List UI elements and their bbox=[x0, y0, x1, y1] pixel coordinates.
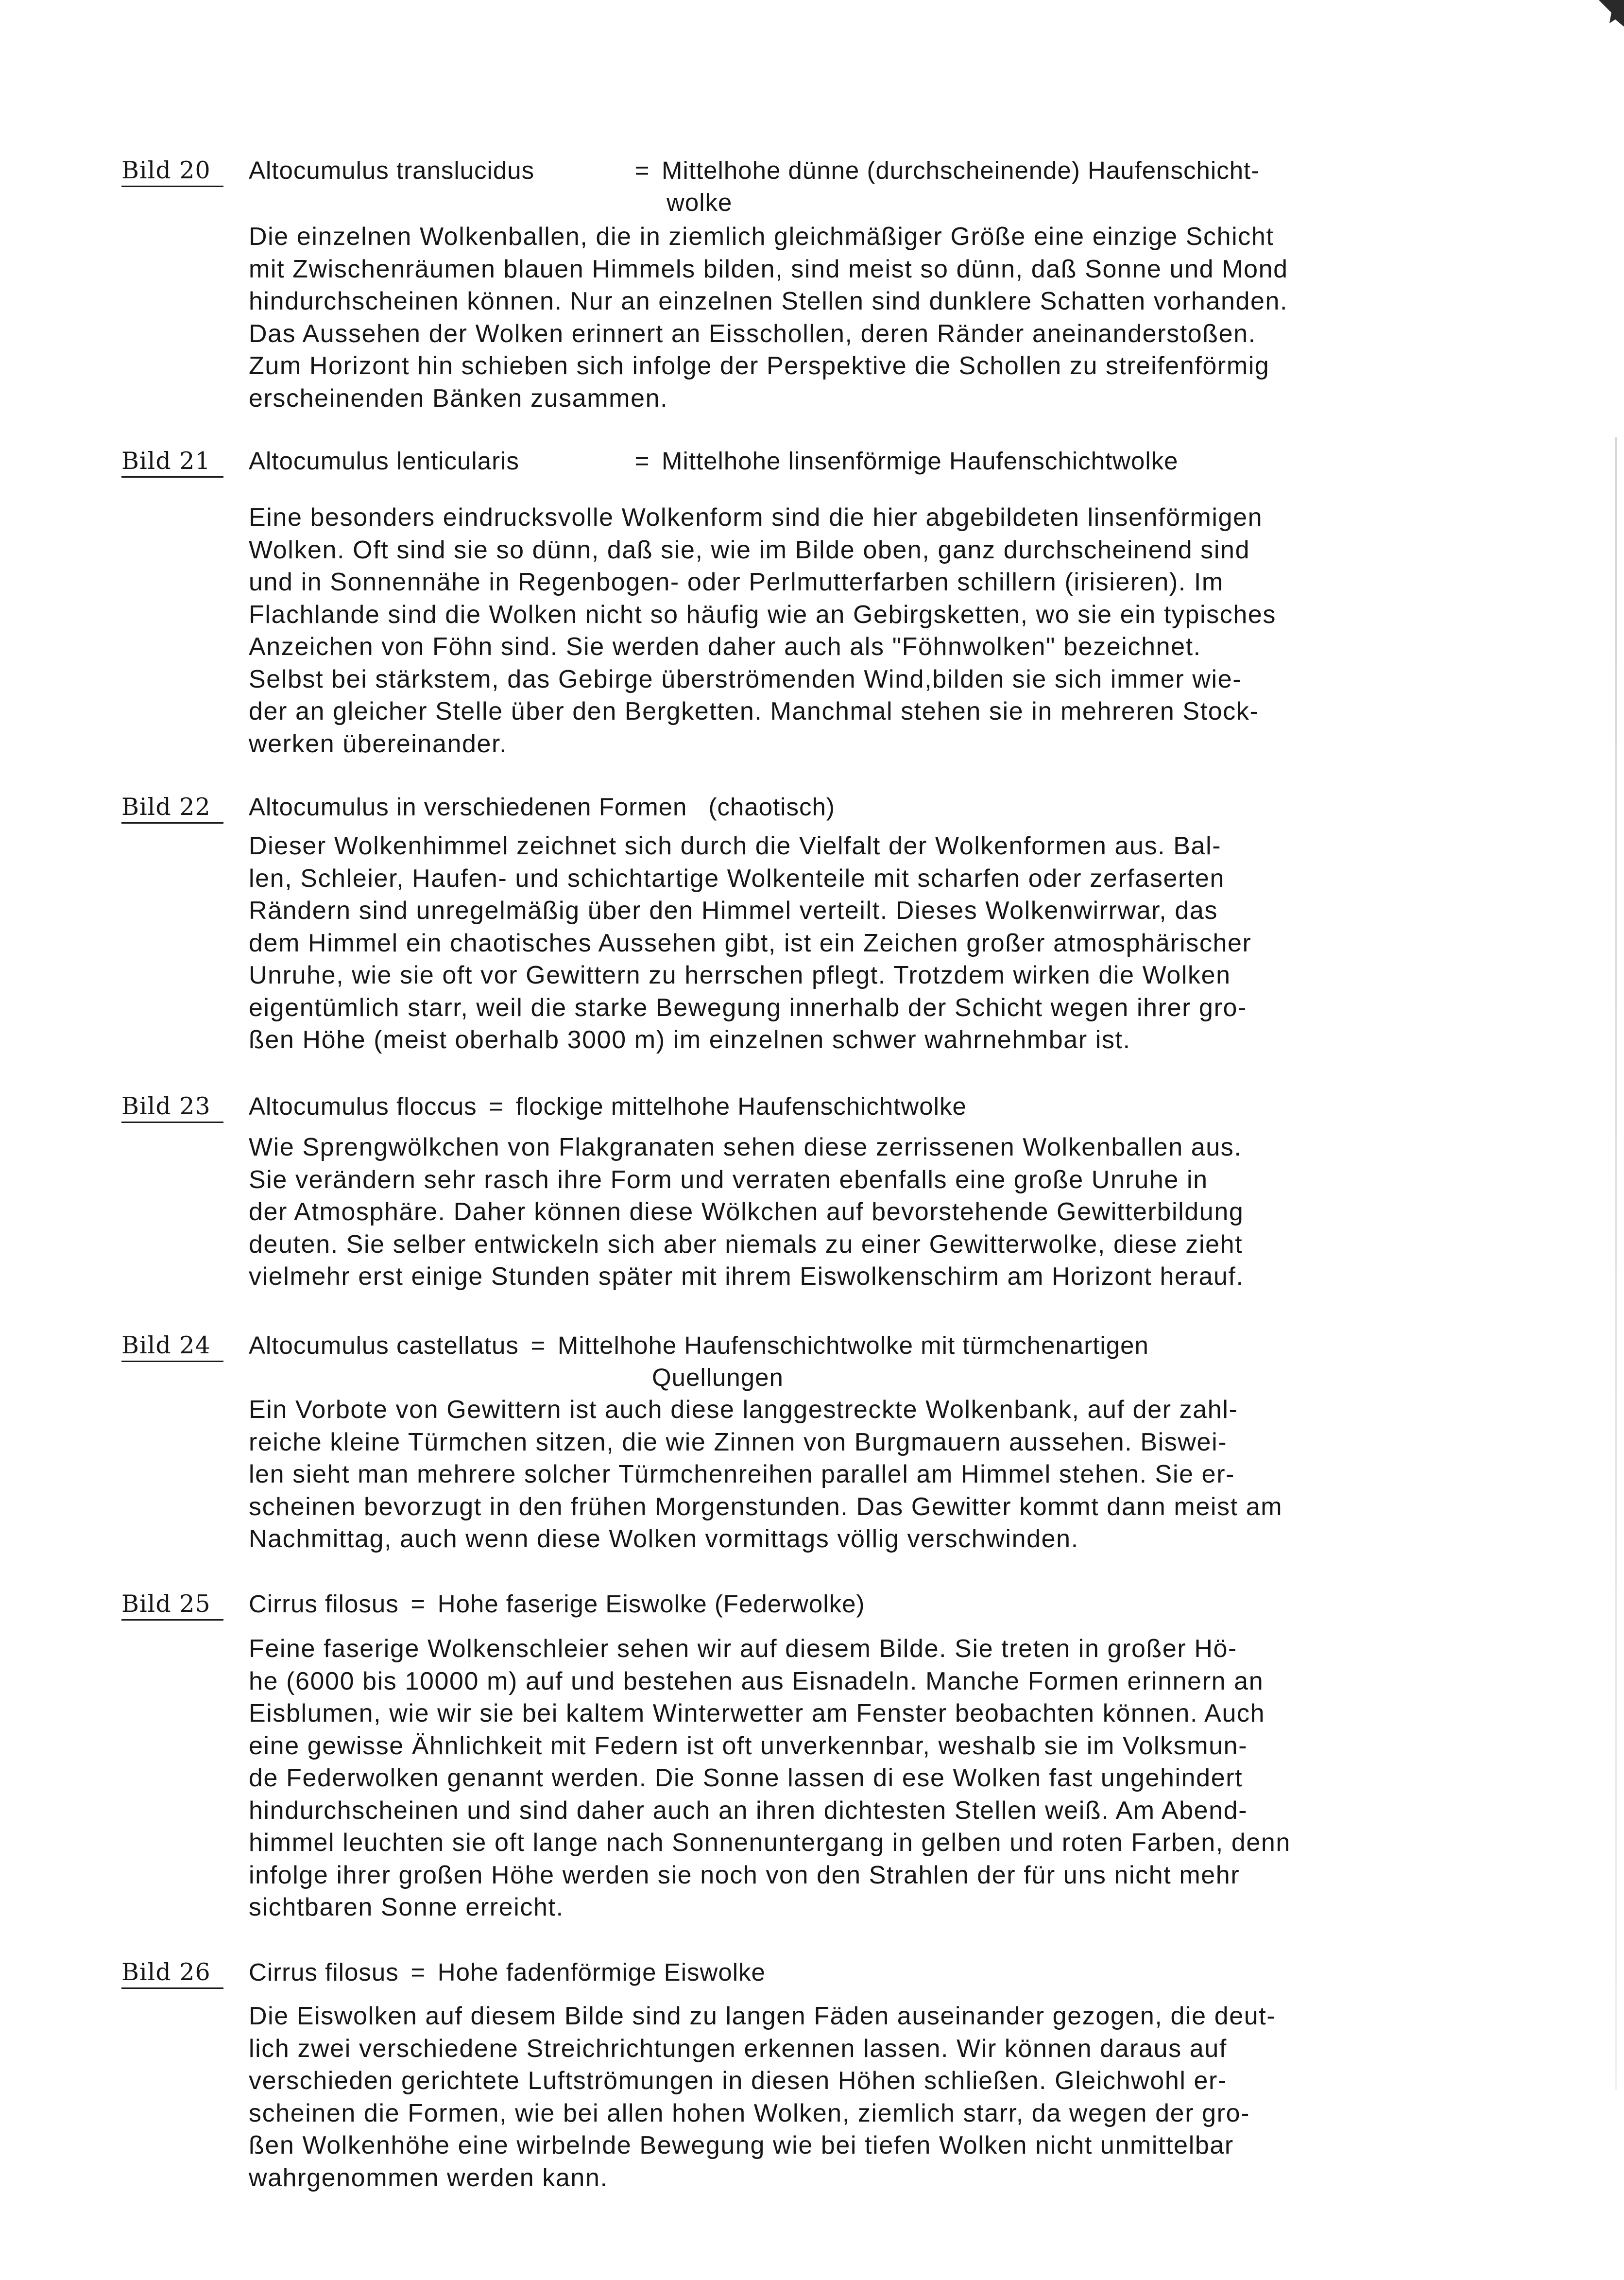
figure-label-underline bbox=[121, 1122, 223, 1123]
figure-label-text: Bild 24 bbox=[121, 1331, 211, 1359]
figure-label-underline bbox=[121, 1987, 223, 1989]
equals-sign: = bbox=[530, 1331, 546, 1359]
body-line: Wolken. Oft sind sie so dünn, daß sie, wie im Bilde oben, ganz durchscheinend sind bbox=[249, 535, 1250, 564]
figure-label bbox=[121, 445, 223, 478]
body-line: erscheinenden Bänken zusammen. bbox=[249, 384, 668, 413]
entry-body bbox=[249, 1633, 1512, 1924]
entry-body bbox=[249, 1394, 1512, 1555]
body-line: vielmehr erst einige Stunden später mit ihrem Eiswolkenschirm am Horizont herauf. bbox=[249, 1262, 1244, 1291]
entry-body bbox=[249, 501, 1512, 760]
body-line: verschieden gerichtete Luftströmungen in diesen Höhen schließen. Gleichwohl er- bbox=[249, 2067, 1227, 2095]
page-edge-shadow bbox=[1615, 437, 1617, 2090]
body-line: Nachmittag, auch wenn diese Wolken vormittags völlig verschwinden. bbox=[249, 1525, 1079, 1553]
cloud-german-name: flockige mittelhohe Haufenschichtwolke bbox=[515, 1092, 967, 1120]
body-line: Flachlande sind die Wolken nicht so häufig wie an Gebirgsketten, wo sie ein typisches bbox=[249, 600, 1277, 629]
body-line: Die Eiswolken auf diesem Bilde sind zu langen Fäden auseinander gezogen, die deut- bbox=[249, 2002, 1276, 2030]
figure-label-text: Bild 23 bbox=[121, 1092, 211, 1120]
figure-label bbox=[121, 791, 223, 824]
body-line: eine gewisse Ähnlichkeit mit Federn ist oft unverkennbar, weshalb sie im Volksmun- bbox=[249, 1731, 1248, 1760]
body-line: himmel leuchten sie oft lange nach Sonnenuntergang in gelben und roten Farben, denn bbox=[249, 1829, 1291, 1857]
entry-heading bbox=[249, 155, 1492, 219]
figure-label-underline bbox=[121, 1619, 223, 1621]
figure-label bbox=[121, 1330, 223, 1362]
cloud-latin-name: Altocumulus floccus bbox=[249, 1092, 477, 1120]
body-line: scheinen bevorzugt in den frühen Morgenstunden. Das Gewitter kommt dann meist am bbox=[249, 1492, 1283, 1521]
body-line: Zum Horizont hin schieben sich infolge der Perspektive die Schollen zu streifenförmig bbox=[249, 352, 1270, 380]
body-line: Wie Sprengwölkchen von Flakgranaten sehen diese zerrissenen Wolkenballen aus. bbox=[249, 1133, 1242, 1161]
body-line: sichtbaren Sonne erreicht. bbox=[249, 1893, 564, 1921]
body-line: Unruhe, wie sie oft vor Gewittern zu herrschen pflegt. Trotzdem wirken die Wolken bbox=[249, 961, 1231, 989]
equals-sign: = bbox=[634, 156, 650, 184]
cloud-latin-name: Cirrus filosus bbox=[249, 1590, 399, 1618]
body-line: Das Aussehen der Wolken erinnert an Eisschollen, deren Ränder aneinanderstoßen. bbox=[249, 319, 1256, 348]
figure-label-underline bbox=[121, 186, 223, 187]
body-line: wahrgenommen werden kann. bbox=[249, 2163, 608, 2192]
body-line: werken übereinander. bbox=[249, 729, 508, 758]
body-line: mit Zwischenräumen blauen Himmels bilden, sind meist so dünn, daß Sonne und Mond bbox=[249, 255, 1288, 283]
cloud-latin-name: Altocumulus translucidus bbox=[249, 156, 535, 184]
cloud-german-name-continuation: Quellungen bbox=[652, 1364, 784, 1391]
entry-heading bbox=[249, 1588, 1492, 1620]
body-line: Die einzelnen Wolkenballen, die in ziemlich gleichmäßiger Größe eine einzige Schicht bbox=[249, 223, 1274, 251]
body-line: len, Schleier, Haufen- und schichtartige Wolkenteile mit scharfen oder zerfaserten bbox=[249, 864, 1225, 893]
body-line: und in Sonnennähe in Regenbogen- oder Perlmutterfarben schillern (irisieren). Im bbox=[249, 568, 1224, 596]
equals-sign: = bbox=[410, 1958, 426, 1986]
body-line: Feine faserige Wolkenschleier sehen wir auf diesem Bilde. Sie treten in großer Hö- bbox=[249, 1635, 1237, 1663]
cloud-german-name: Mittelhohe dünne (durchscheinende) Haufenschicht- bbox=[662, 156, 1260, 184]
cloud-german-name: Mittelhohe Haufenschichtwolke mit türmchenartigen bbox=[557, 1331, 1149, 1359]
body-line: Eisblumen, wie wir sie bei kaltem Winterwetter am Fenster beobachten können. Auch bbox=[249, 1699, 1265, 1727]
figure-label-underline bbox=[121, 1361, 223, 1362]
entry-body bbox=[249, 221, 1512, 415]
body-line: der Atmosphäre. Daher können diese Wölkchen auf bevorstehende Gewitterbildung bbox=[249, 1198, 1244, 1226]
equals-sign: = bbox=[634, 447, 650, 475]
entry-heading bbox=[249, 791, 1492, 823]
cloud-german-name: Mittelhohe linsenförmige Haufenschichtwolke bbox=[662, 447, 1179, 475]
entry-heading bbox=[249, 445, 1492, 477]
cloud-german-name: Hohe faserige Eiswolke (Federwolke) bbox=[437, 1590, 865, 1618]
body-line: der an gleicher Stelle über den Bergketten. Manchmal stehen sie in mehreren Stock- bbox=[249, 697, 1259, 725]
cloud-latin-name: Altocumulus lenticularis bbox=[249, 447, 519, 475]
figure-label-text: Bild 20 bbox=[121, 156, 211, 184]
entry-heading bbox=[249, 1330, 1492, 1394]
body-line: scheinen die Formen, wie bei allen hohen Wolken, ziemlich starr, da wegen der gro- bbox=[249, 2099, 1250, 2127]
body-line: Rändern sind unregelmäßig über den Himmel verteilt. Dieses Wolkenwirrwar, das bbox=[249, 897, 1218, 925]
figure-label bbox=[121, 1956, 223, 1989]
body-line: Dieser Wolkenhimmel zeichnet sich durch die Vielfalt der Wolkenformen aus. Bal- bbox=[249, 832, 1222, 860]
body-line: de Federwolken genannt werden. Die Sonne lassen di ese Wolken fast ungehindert bbox=[249, 1764, 1243, 1792]
body-line: Sie verändern sehr rasch ihre Form und verraten ebenfalls eine große Unruhe in bbox=[249, 1165, 1208, 1194]
cloud-latin-name: Cirrus filosus bbox=[249, 1958, 399, 1986]
figure-label-text: Bild 25 bbox=[121, 1590, 211, 1618]
body-line: len sieht man mehrere solcher Türmchenreihen parallel am Himmel stehen. Sie er- bbox=[249, 1460, 1235, 1488]
body-line: Selbst bei stärkstem, das Gebirge überströmenden Wind,bilden sie sich immer wie- bbox=[249, 665, 1242, 693]
equals-sign: = bbox=[410, 1590, 426, 1618]
cloud-german-name-continuation: wolke bbox=[667, 189, 733, 216]
equals-sign: = bbox=[489, 1092, 504, 1120]
cloud-german-name: Hohe fadenförmige Eiswolke bbox=[437, 1958, 766, 1986]
figure-label bbox=[121, 1090, 223, 1123]
cloud-latin-name: Altocumulus castellatus bbox=[249, 1331, 519, 1359]
body-line: he (6000 bis 10000 m) auf und bestehen aus Eisnadeln. Manche Formen erinnern an bbox=[249, 1667, 1264, 1695]
figure-label-underline bbox=[121, 476, 223, 478]
page-corner-mark bbox=[1595, 0, 1624, 29]
body-line: eigentümlich starr, weil die starke Bewegung innerhalb der Schicht wegen ihrer gro- bbox=[249, 993, 1247, 1022]
body-line: Anzeichen von Föhn sind. Sie werden daher auch als "Föhnwolken" bezeichnet. bbox=[249, 633, 1201, 661]
entry-body bbox=[249, 2000, 1512, 2194]
figure-label-text: Bild 26 bbox=[121, 1958, 211, 1986]
entry-heading bbox=[249, 1090, 1492, 1123]
body-line: Eine besonders eindrucksvolle Wolkenform sind die hier abgebildeten linsenförmigen bbox=[249, 503, 1263, 532]
body-line: dem Himmel ein chaotisches Aussehen gibt, ist ein Zeichen großer atmosphärischer bbox=[249, 929, 1252, 957]
body-line: infolge ihrer großen Höhe werden sie noch von den Strahlen der für uns nicht mehr bbox=[249, 1861, 1240, 1889]
entry-heading bbox=[249, 1956, 1492, 1988]
body-line: reiche kleine Türmchen sitzen, die wie Zinnen von Burgmauern aussehen. Biswei- bbox=[249, 1428, 1228, 1456]
body-line: hindurchscheinen können. Nur an einzelnen Stellen sind dunklere Schatten vorhanden. bbox=[249, 287, 1288, 315]
body-line: ßen Wolkenhöhe eine wirbelnde Bewegung wie bei tiefen Wolken nicht unmittelbar bbox=[249, 2131, 1234, 2159]
body-line: hindurchscheinen und sind daher auch an ihren dichtesten Stellen weiß. Am Abend- bbox=[249, 1796, 1248, 1825]
figure-label-underline bbox=[121, 822, 223, 824]
figure-label-text: Bild 22 bbox=[121, 793, 211, 821]
entry-body bbox=[249, 830, 1512, 1056]
figure-label bbox=[121, 155, 223, 187]
figure-label bbox=[121, 1588, 223, 1621]
body-line: ßen Höhe (meist oberhalb 3000 m) im einzelnen schwer wahrnehmbar ist. bbox=[249, 1026, 1131, 1054]
cloud-latin-name: Altocumulus in verschiedenen Formen bbox=[249, 793, 687, 821]
body-line: deuten. Sie selber entwickeln sich aber niemals zu einer Gewitterwolke, diese zieht bbox=[249, 1230, 1243, 1259]
entry-body bbox=[249, 1131, 1512, 1293]
body-line: Ein Vorbote von Gewittern ist auch diese langgestreckte Wolkenbank, auf der zahl- bbox=[249, 1396, 1238, 1424]
figure-label-text: Bild 21 bbox=[121, 447, 211, 475]
body-line: lich zwei verschiedene Streichrichtungen erkennen lassen. Wir können daraus auf bbox=[249, 2034, 1227, 2063]
cloud-german-name: (chaotisch) bbox=[708, 793, 835, 821]
